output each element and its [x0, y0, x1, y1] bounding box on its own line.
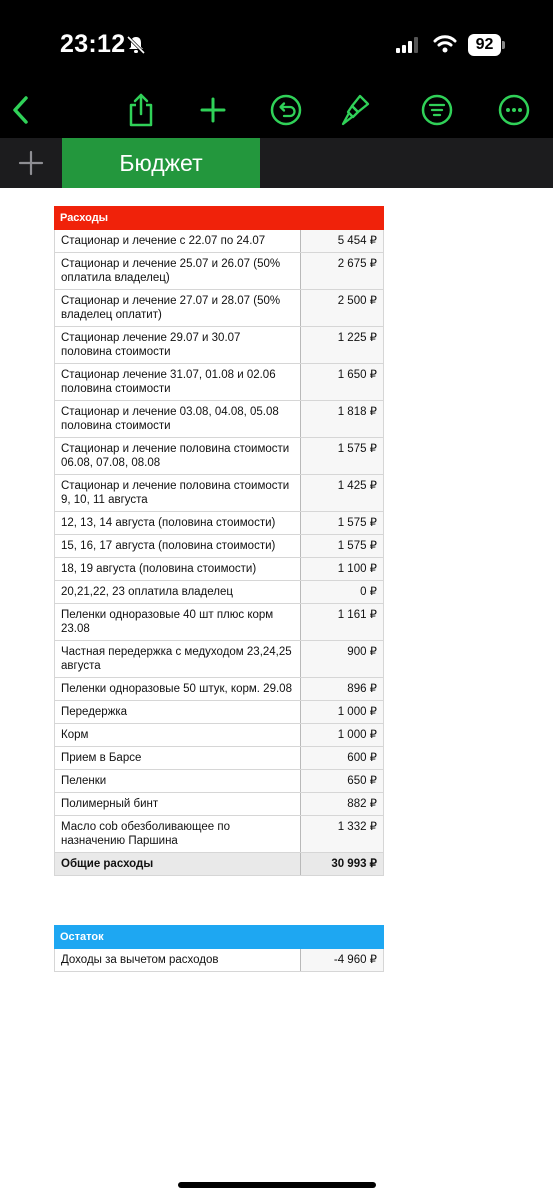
- row-value: 5 454 ₽: [301, 230, 384, 252]
- row-label: Пеленки: [54, 770, 301, 792]
- row-value: 882 ₽: [301, 793, 384, 815]
- row-value: 2 500 ₽: [301, 290, 384, 326]
- table-row[interactable]: [54, 678, 384, 701]
- row-value: 1 225 ₽: [301, 327, 384, 363]
- row-label: Полимерный бинт: [54, 793, 301, 815]
- row-label: Стационар и лечение 27.07 и 28.07 (50% владелец оплатит): [54, 290, 301, 326]
- table-row[interactable]: [54, 364, 384, 401]
- table-row[interactable]: [54, 230, 384, 253]
- row-value: 1 575 ₽: [301, 512, 384, 534]
- bell-slash-icon: [126, 35, 146, 55]
- table-row[interactable]: [54, 793, 384, 816]
- tab-budget[interactable]: Бюджет: [62, 138, 260, 188]
- row-label: Стационар и лечение 25.07 и 26.07 (50% оплатила владелец): [54, 253, 301, 289]
- table-row[interactable]: [54, 724, 384, 747]
- undo-icon[interactable]: [268, 88, 304, 132]
- back-chevron-icon[interactable]: [4, 88, 38, 132]
- row-label: Стационар и лечение 03.08, 04.08, 05.08 половина стоимости: [54, 401, 301, 437]
- total-value: 30 993 ₽: [301, 853, 384, 875]
- balance-table-header: Остаток: [54, 925, 384, 949]
- row-value: 900 ₽: [301, 641, 384, 677]
- table-row[interactable]: [54, 747, 384, 770]
- row-label: Масло cob обезболивающее по назначению Паршина: [54, 816, 301, 852]
- total-label: Общие расходы: [54, 853, 301, 875]
- row-value: 1 000 ₽: [301, 701, 384, 723]
- add-icon[interactable]: [196, 88, 230, 132]
- row-value: 650 ₽: [301, 770, 384, 792]
- row-label: 12, 13, 14 августа (половина стоимости): [54, 512, 301, 534]
- filter-icon[interactable]: [419, 88, 455, 132]
- row-value: 1 332 ₽: [301, 816, 384, 852]
- table-row[interactable]: [54, 770, 384, 793]
- row-value: 1 425 ₽: [301, 475, 384, 511]
- toolbar: [0, 88, 553, 138]
- add-sheet-button[interactable]: [0, 138, 62, 188]
- row-label: Доходы за вычетом расходов: [54, 949, 301, 971]
- format-brush-icon[interactable]: [338, 88, 374, 132]
- plus-icon: [18, 150, 44, 176]
- table-row[interactable]: [54, 253, 384, 290]
- row-value: 1 000 ₽: [301, 724, 384, 746]
- sheet-tab-bar: [0, 138, 553, 188]
- row-label: Стационар и лечение с 22.07 по 24.07: [54, 230, 301, 252]
- row-value: 600 ₽: [301, 747, 384, 769]
- table-row[interactable]: [54, 475, 384, 512]
- row-value: 1 575 ₽: [301, 438, 384, 474]
- table-row[interactable]: [54, 327, 384, 364]
- row-value: 0 ₽: [301, 581, 384, 603]
- status-time: 23:12: [60, 30, 126, 58]
- row-label: 18, 19 августа (половина стоимости): [54, 558, 301, 580]
- expenses-total-row[interactable]: [54, 853, 384, 876]
- table-row[interactable]: [54, 816, 384, 853]
- row-value: 896 ₽: [301, 678, 384, 700]
- table-row[interactable]: [54, 581, 384, 604]
- row-label: Прием в Барсе: [54, 747, 301, 769]
- table-row[interactable]: [54, 641, 384, 678]
- table-row[interactable]: [54, 401, 384, 438]
- row-label: Корм: [54, 724, 301, 746]
- row-value: 2 675 ₽: [301, 253, 384, 289]
- table-row[interactable]: [54, 604, 384, 641]
- expenses-table: [54, 206, 384, 876]
- row-value: 1 161 ₽: [301, 604, 384, 640]
- table-row[interactable]: [54, 558, 384, 581]
- row-label: Передержка: [54, 701, 301, 723]
- battery-icon: [468, 34, 504, 56]
- expenses-table-header: Расходы: [54, 206, 384, 230]
- row-value: 1 575 ₽: [301, 535, 384, 557]
- home-indicator: [178, 1182, 376, 1188]
- table-row[interactable]: [54, 512, 384, 535]
- status-bar: [0, 0, 553, 88]
- row-label: 20,21,22, 23 оплатила владелец: [54, 581, 301, 603]
- row-label: Стационар и лечение половина стоимости 06.08, 07.08, 08.08: [54, 438, 301, 474]
- row-label: Пеленки одноразовые 50 штук, корм. 29.08: [54, 678, 301, 700]
- row-label: Стационар лечение 29.07 и 30.07 половина стоимости: [54, 327, 301, 363]
- row-label: Пеленки одноразовые 40 шт плюс корм 23.08: [54, 604, 301, 640]
- row-label: Стационар лечение 31.07, 01.08 и 02.06 половина стоимости: [54, 364, 301, 400]
- share-icon[interactable]: [124, 88, 158, 132]
- balance-table: [54, 925, 384, 972]
- row-label: Стационар и лечение половина стоимости 9, 10, 11 августа: [54, 475, 301, 511]
- row-value: 1 650 ₽: [301, 364, 384, 400]
- table-row[interactable]: [54, 290, 384, 327]
- table-row[interactable]: [54, 949, 384, 972]
- row-value: 1 818 ₽: [301, 401, 384, 437]
- table-row[interactable]: [54, 701, 384, 724]
- row-value: -4 960 ₽: [301, 949, 384, 971]
- wifi-icon: [433, 34, 457, 54]
- table-row[interactable]: [54, 438, 384, 475]
- battery-level: 92: [468, 34, 501, 56]
- more-icon[interactable]: [496, 88, 532, 132]
- cellular-signal-icon: [396, 37, 420, 53]
- row-label: Частная передержка с медуходом 23,24,25 августа: [54, 641, 301, 677]
- row-label: 15, 16, 17 августа (половина стоимости): [54, 535, 301, 557]
- row-value: 1 100 ₽: [301, 558, 384, 580]
- table-row[interactable]: [54, 535, 384, 558]
